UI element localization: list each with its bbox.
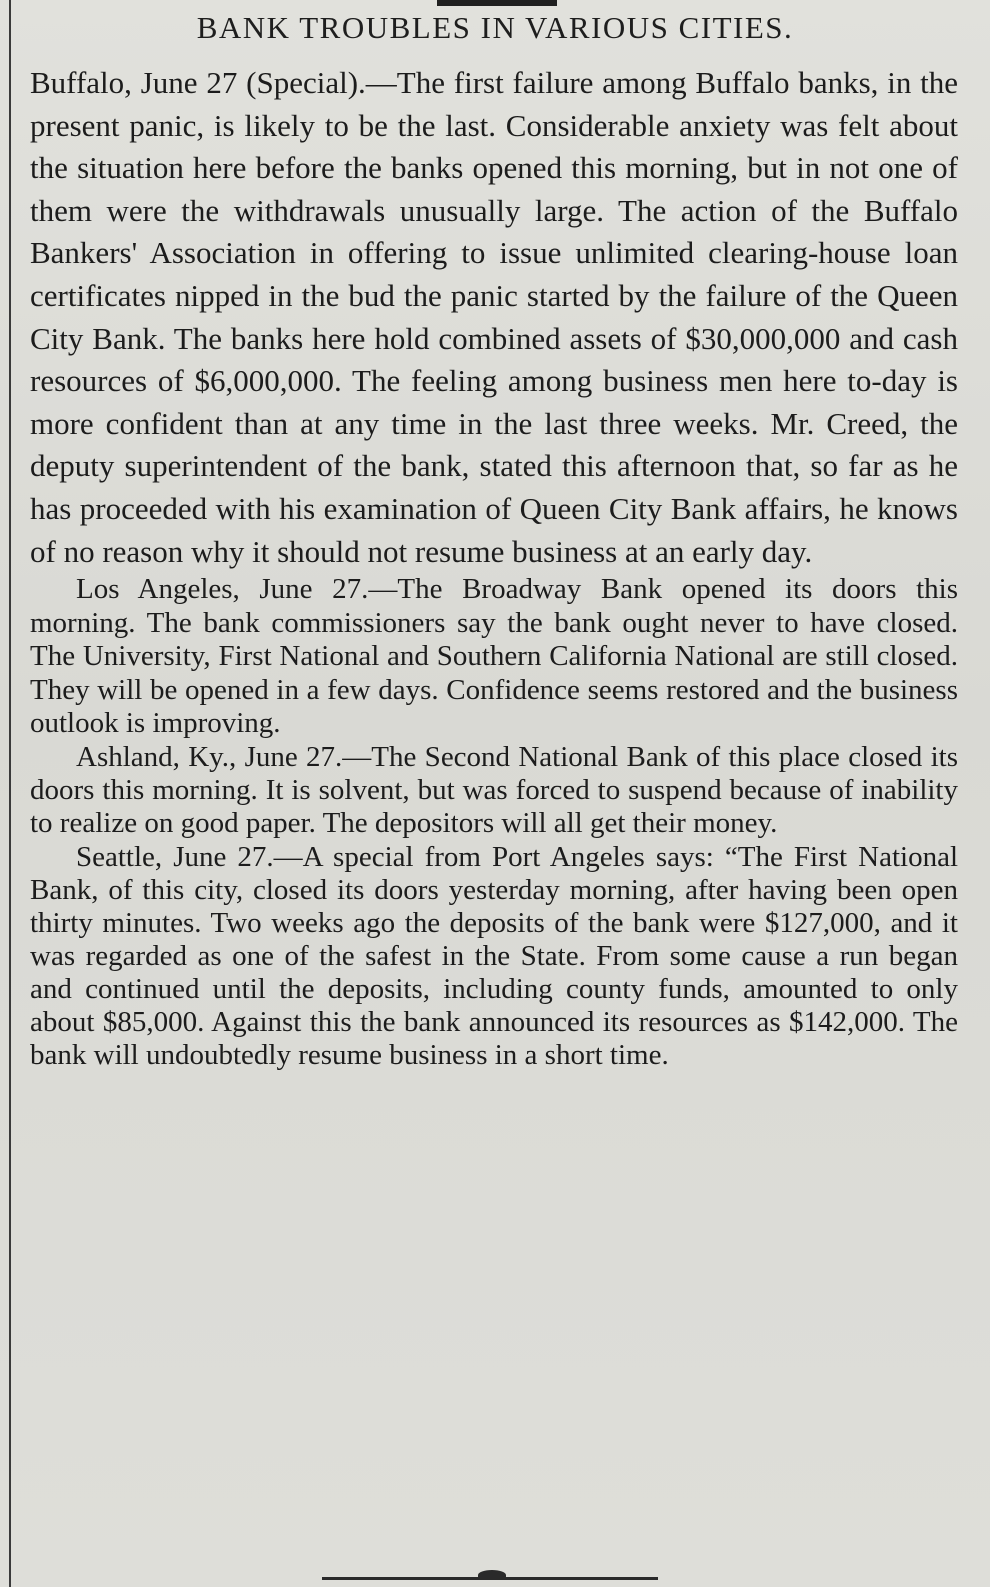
paragraph-buffalo: Buffalo, June 27 (Special).—The first failure among Buffalo banks, in the present panic, is likely to be the last. Considerable anxiety was felt about the situation here before the banks opened this morning, but in not one of them were the withdrawals unusually large. The action of the Buffalo Bankers' Association in offering to issue unlimited clearing-house loan certificates nipped in the bud the panic started by the failure of the Queen City Bank. The banks here hold combined assets of $30,000,000 and cash resources of $6,000,000. The feeling among business men here to-day is more confident than at any time in the last three weeks. Mr. Creed, the deputy superintendent of the bank, stated this afternoon that, so far as he has proceeded with his examination of Queen City Bank affairs, he knows of no reason why it should not resume business at an early day.	[30, 65, 958, 569]
column-rule-left	[9, 0, 11, 1587]
bottom-rule	[322, 1577, 658, 1580]
top-rule-ornament	[437, 0, 557, 6]
paragraph-seattle: Seattle, June 27.—A special from Port Angeles says: “The First National Bank, of this city, closed its doors yesterday morning, after having been open thirty minutes. Two weeks ago the deposits of the bank were $127,000, and it was regarded as one of the safest in the State. From some cause a run began and continued until the deposits, including county funds, amounted to only about $85,000. Against this the bank announced its resources as $142,000. The bank will undoubtedly resume business in a short time.	[30, 840, 958, 1071]
paragraph-los-angeles: Los Angeles, June 27.—The Broadway Bank opened its doors this morning. The bank commissioners say the bank ought never to have closed. The University, First National and Southern California National are still closed. They will be opened in a few days. Confidence seems restored and the business outlook is improving.	[30, 573, 958, 740]
article-body	[30, 62, 958, 1072]
paragraph-ashland: Ashland, Ky., June 27.—The Second National Bank of this place closed its doors this morning. It is solvent, but was forced to suspend because of inability to realize on good paper. The depositors will all get their money.	[30, 740, 958, 840]
headline: BANK TROUBLES IN VARIOUS CITIES.	[196, 10, 794, 45]
